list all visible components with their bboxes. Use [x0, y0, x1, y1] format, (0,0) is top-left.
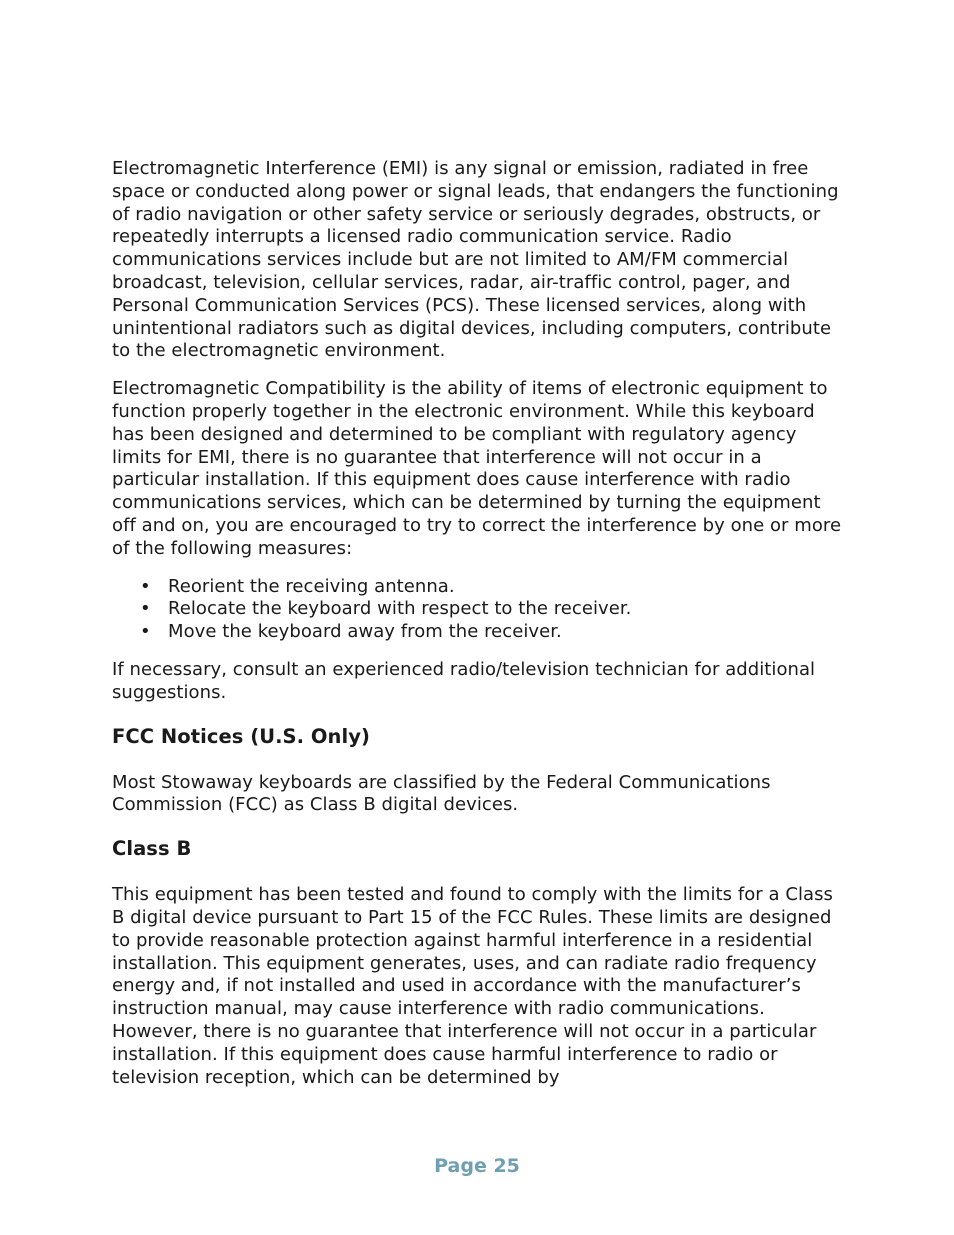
list-item: [112, 598, 848, 621]
list-item: [112, 621, 848, 644]
class-b-heading: Class B: [112, 837, 192, 861]
list-item-text: Reorient the receiving antenna.: [168, 575, 455, 597]
emc-paragraph: Electromagnetic Compatibility is the ability of items of electronic equipment to function properly together in the electronic environment. While this keyboard has been designed and determined to be compliant with regulatory agency limits for EMI, there is no guarantee that interference will not occur in a particular installation. If this equipment does cause interference with radio communications services, which can be determined by turning the equipment off and on, you are encouraged to try to correct the interference by one or more of the following measures:: [112, 378, 842, 559]
list-item-text: Move the keyboard away from the receiver.: [168, 621, 562, 643]
document-body: [112, 158, 848, 1104]
bullet-icon: •: [140, 575, 151, 597]
emi-paragraph: Electromagnetic Interference (EMI) is any signal or emission, radiated in free space or conducted along power or signal leads, that endangers the functioning of radio navigation or other safety service or seriously degrades, obstructs, or repeatedly interrupts a licensed radio communication service. Radio communications services include but are not limited to AM/FM commercial broadcast, television, cellular services, radar, air-traffic control, pager, and Personal Communication Services (PCS). These licensed services, along with unintentional radiators such as digital devices, including computers, contribute to the electromagnetic environment.: [112, 158, 839, 362]
list-item: [112, 576, 848, 599]
list-item-text: Relocate the keyboard with respect to the receiver.: [168, 598, 632, 620]
technician-paragraph: If necessary, consult an experienced radio/television technician for additional suggestions.: [112, 658, 816, 703]
class-b-paragraph: This equipment has been tested and found to comply with the limits for a Class B digital device pursuant to Part 15 of the FCC Rules. These limits are designed to provide reasonable protection against harmful interference in a residential installation. This equipment generates, uses, and can radiate radio frequency energy and, if not installed and used in accordance with the manufacturer’s instruction manual, may cause interference with radio communications. However, there is no guarantee that interference will not occur in a particular installation. If this equipment does cause harmful interference to radio or television reception, which can be determined by: [112, 884, 833, 1088]
bullet-icon: •: [140, 598, 151, 620]
measures-list: [112, 576, 848, 644]
fcc-paragraph: Most Stowaway keyboards are classified by the Federal Communications Commission (FCC) as Class B digital devices.: [112, 771, 771, 816]
fcc-heading: FCC Notices (U.S. Only): [112, 724, 370, 748]
bullet-icon: •: [140, 621, 151, 643]
page-number: Page 25: [434, 1155, 520, 1177]
